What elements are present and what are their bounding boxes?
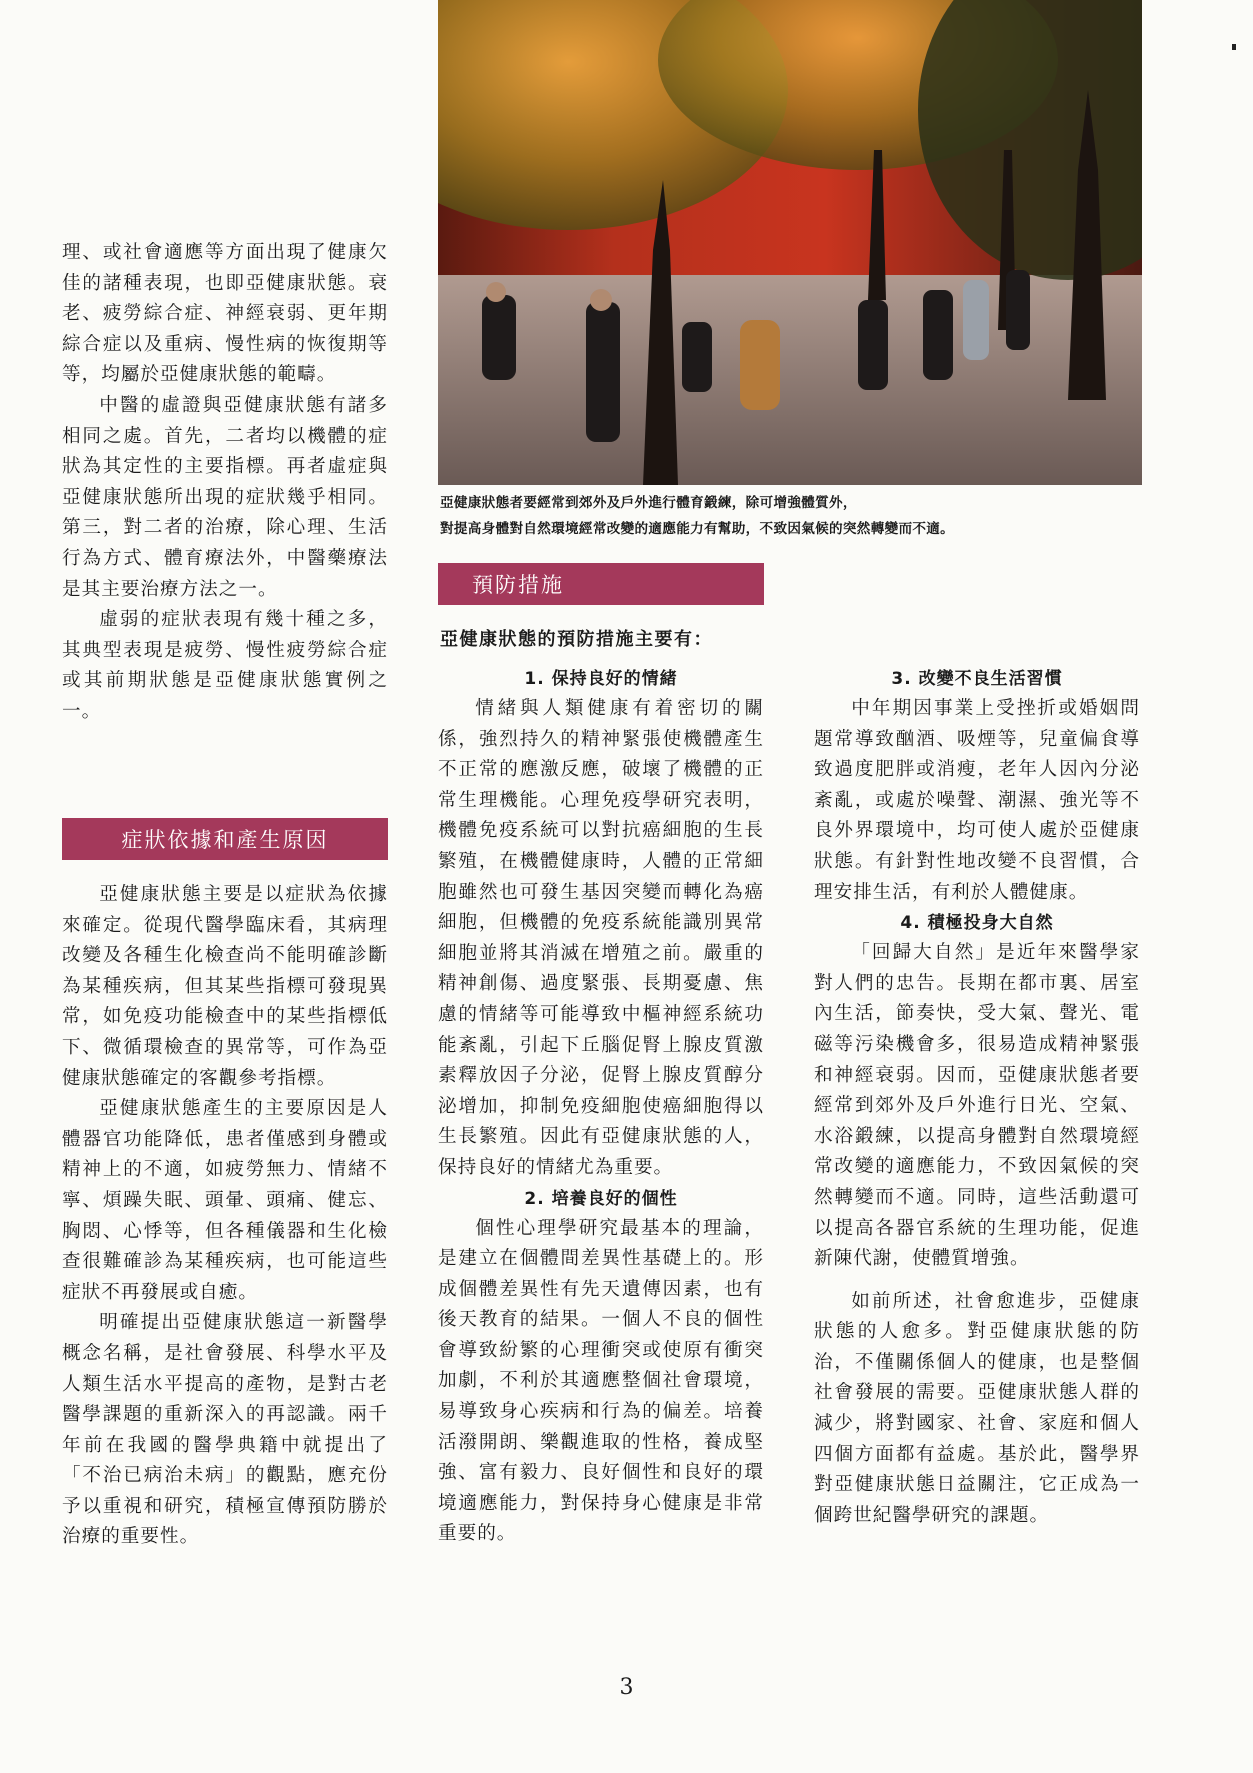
- body-paragraph: 個性心理學研究最基本的理論，是建立在個體間差異性基礎上的。形成個體差異性有先天遺傳因素，也有後天教育的結果。一個人不良的個性會導致紛繁的心理衝突或使原有衝突加劇，不利於其適應整個社會環境，易導致身心疾病和行為的偏差。培養活潑開朗、樂觀進取的性格，養成堅強、富有毅力、良好個性和良好的環境適應能力，對保持身心健康是非常重要的。: [438, 1217, 764, 1545]
- section-banner-symptoms: 症狀依據和產生原因: [62, 818, 388, 860]
- caption-line: 對提高身體對自然環境經常改變的適應能力有幫助，不致因氣候的突然轉變而不適。: [440, 521, 955, 537]
- body-paragraph: 「回歸大自然」是近年來醫學家對人們的忠告。長期在都市裏、居室內生活，節奏快，受大氣、聲光、電磁等污染機會多，很易造成精神緊張和神經衰弱。因而，亞健康狀態者要經常到郊外及戶外進行日光、空氣、水浴鍛練，以提高身體對自然環境經常改變的適應能力，不致因氣候的突然轉變而不適。同時，這些活動還可以提高各器官系統的生理功能，促進新陳代謝，使體質增強。: [814, 942, 1140, 1270]
- section-banner-prevention: 預防措施: [438, 563, 764, 605]
- body-paragraph: 中醫的虛證與亞健康狀態有諸多相同之處。首先，二者均以機體的症狀為其定性的主要指標。再者虛症與亞健康狀態所出現的症狀幾乎相同。第三，對二者的治療，除心理、生活行為方式、體育療法外，中醫藥療法是其主要治療方法之一。: [62, 394, 388, 600]
- middle-column: [438, 664, 764, 1550]
- page-number: 3: [619, 1675, 634, 1700]
- scan-mark: [1232, 44, 1236, 50]
- body-paragraph: 如前所述，社會愈進步，亞健康狀態的人愈多。對亞健康狀態的防治，不僅關係個人的健康，也是整個社會發展的需要。亞健康狀態人群的減少，將對國家、社會、家庭和個人四個方面都有益處。基於此，醫學界對亞健康狀態日益關注，它正成為一個跨世紀醫學研究的課題。: [814, 1290, 1140, 1526]
- body-paragraph: 亞健康狀態主要是以症狀為依據來確定。從現代醫學臨床看，其病理改變及各種生化檢查尚不能明確診斷為某種疾病，但其某些指標可發現異常，如免疫功能檢查中的某些指標低下、微循環檢查的異常等，可作為亞健康狀態確定的客觀參考指標。: [62, 884, 388, 1089]
- caption-line: 亞健康狀態者要經常到郊外及戶外進行體育鍛練，除可增強體質外，: [440, 495, 857, 511]
- body-paragraph: 情緒與人類健康有着密切的關係，強烈持久的精神緊張使機體產生不正常的應激反應，破壞了機體的正常生理機能。心理免疫學研究表明，機體免疫系統可以對抗癌細胞的生長繁殖，在機體健康時，人體的正常細胞雖然也可發生基因突變而轉化為癌細胞，但機體的免疫系統能識別異常細胞並將其消滅在增殖之前。嚴重的精神創傷、過度緊張、長期憂慮、焦慮的情緒等可能導致中樞神經系統功能紊亂，引起下丘腦促腎上腺皮質激素釋放因子分泌，促腎上腺皮質醇分泌增加，抑制免疫細胞使癌細胞得以生長繁殖。因此有亞健康狀態的人，保持良好的情緒尤為重要。: [438, 698, 764, 1178]
- measure-heading: 3. 改變不良生活習慣: [891, 669, 1063, 689]
- body-paragraph: 虛弱的症狀表現有幾十種之多，其典型表現是疲勞、慢性疲勞綜合症或其前期狀態是亞健康狀態實例之一。: [62, 609, 388, 722]
- prevention-intro: 亞健康狀態的預防措施主要有：: [440, 629, 713, 650]
- left-column: [62, 238, 388, 728]
- measure-heading: 4. 積極投身大自然: [900, 913, 1054, 934]
- body-paragraph: 理、或社會適應等方面出現了健康欠佳的諸種表現，也即亞健康狀態。衰老、疲勞綜合症、神經衰弱、更年期綜合症以及重病、慢性病的恢復期等等，均屬於亞健康狀態的範疇。: [62, 242, 388, 386]
- measure-heading: 2. 培養良好的個性: [524, 1188, 678, 1209]
- right-column: [814, 664, 1140, 1531]
- body-paragraph: 亞健康狀態產生的主要原因是人體器官功能降低，患者僅感到身體或精神上的不適，如疲勞無力、情緒不寧、煩躁失眠、頭暈、頭痛、健忘、胸悶、心悸等，但各種儀器和生化檢查很難確診為某種疾病，也可能這些症狀不再發展或自癒。: [62, 1098, 388, 1303]
- body-paragraph: 中年期因事業上受挫折或婚姻問題常導致酗酒、吸煙等，兒童偏食導致過度肥胖或消瘦，老年人因內分泌紊亂，或處於噪聲、潮濕、強光等不良外界環境中，均可使人處於亞健康狀態。有針對性地改變不良習慣，合理安排生活，有利於人體健康。: [814, 698, 1140, 903]
- measure-heading: 1. 保持良好的情緒: [524, 669, 678, 689]
- tai-chi-photo: [438, 0, 1142, 485]
- body-paragraph: 明確提出亞健康狀態這一新醫學概念名稱，是社會發展、科學水平及人類生活水平提高的產物，是對古老醫學課題的重新深入的再認識。兩千年前在我國的醫學典籍中就提出了「不治已病治未病」的觀點，應充份予以重視和研究，積極宣傳預防勝於治療的重要性。: [62, 1312, 388, 1548]
- left-column-lower: [62, 880, 388, 1553]
- photo-caption: [440, 490, 1220, 542]
